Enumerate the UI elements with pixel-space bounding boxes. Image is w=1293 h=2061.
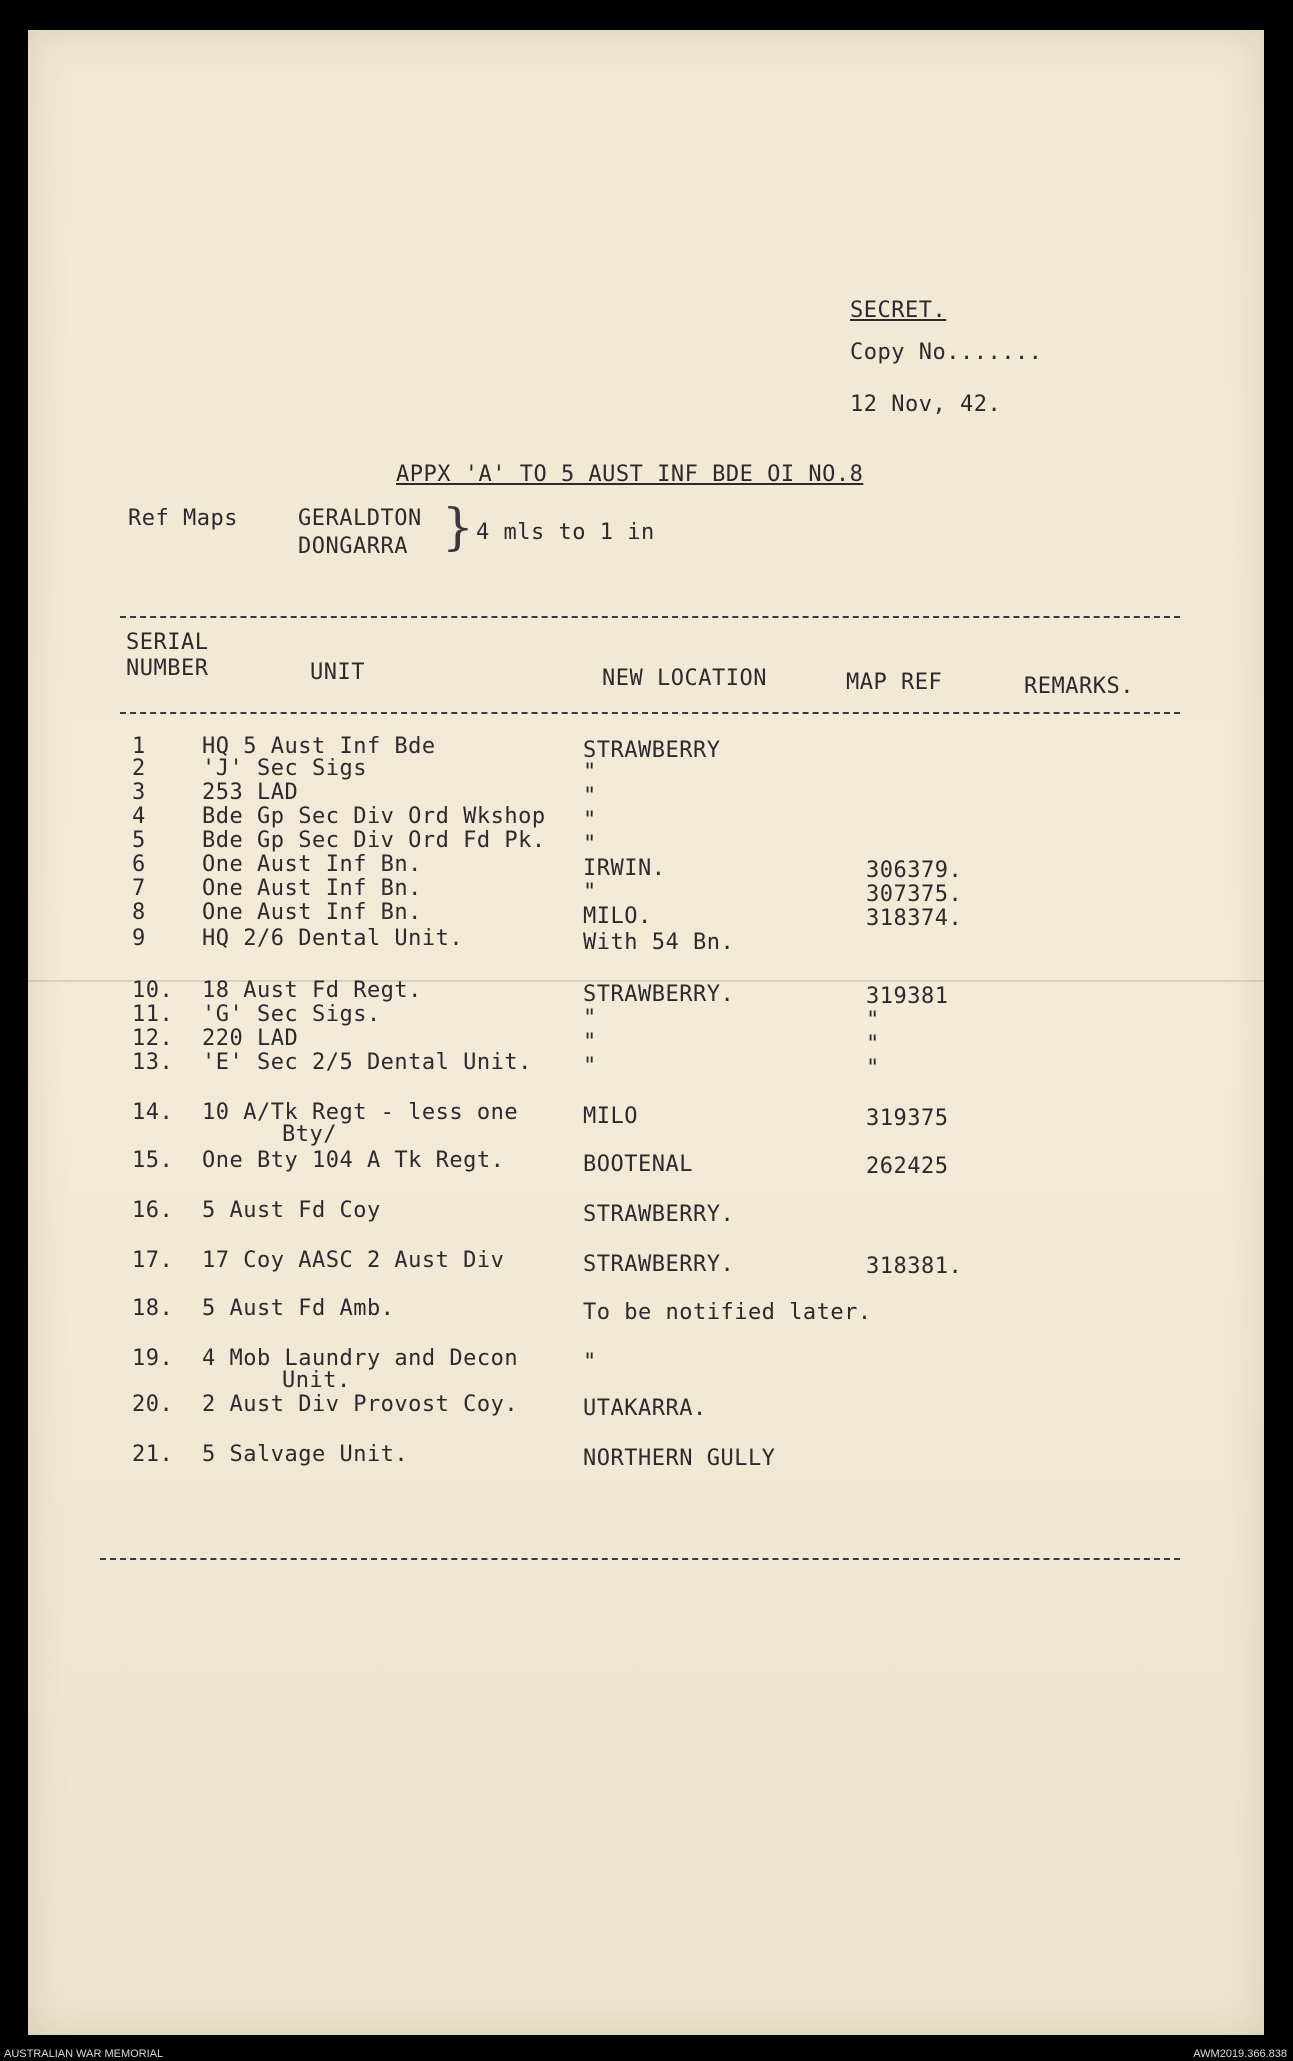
new-location: MILO.	[583, 904, 652, 929]
new-location: "	[583, 784, 597, 809]
new-location: To be notified later.	[583, 1300, 872, 1325]
document-title: APPX 'A' TO 5 AUST INF BDE OI NO.8	[396, 462, 864, 487]
map-ref: 262425	[866, 1154, 949, 1179]
serial-number: 11.	[132, 1002, 174, 1027]
unit-name: One Aust Inf Bn.	[202, 852, 422, 877]
serial-number: 3	[132, 780, 146, 805]
serial-number: 21.	[132, 1442, 174, 1467]
serial-number: 17.	[132, 1248, 174, 1273]
unit-name: HQ 5 Aust Inf Bde	[202, 734, 436, 759]
new-location: "	[583, 880, 597, 905]
serial-number: 6	[132, 852, 146, 877]
map-ref: "	[866, 1056, 880, 1081]
new-location: "	[583, 832, 597, 857]
serial-number: 1	[132, 734, 146, 759]
unit-name: 5 Salvage Unit.	[202, 1442, 409, 1467]
document-date: 12 Nov, 42.	[850, 392, 1002, 417]
serial-number: 2	[132, 756, 146, 781]
footer-left: AUSTRALIAN WAR MEMORIAL	[4, 2048, 164, 2060]
unit-name: 'J' Sec Sigs	[202, 756, 367, 781]
serial-number: 20.	[132, 1392, 174, 1417]
brace-glyph: }	[442, 498, 474, 556]
map-ref: "	[866, 1008, 880, 1033]
serial-number: 7	[132, 876, 146, 901]
serial-number: 9	[132, 926, 146, 951]
new-location: "	[583, 1054, 597, 1079]
serial-number: 8	[132, 900, 146, 925]
serial-number: 13.	[132, 1050, 174, 1075]
ref-maps-label: Ref Maps	[128, 506, 238, 531]
serial-number: 4	[132, 804, 146, 829]
col-serial-l2: NUMBER	[126, 656, 209, 681]
map-ref: 319381	[866, 984, 949, 1009]
unit-name: One Aust Inf Bn.	[202, 900, 422, 925]
serial-number: 12.	[132, 1026, 174, 1051]
new-location: "	[583, 1006, 597, 1031]
unit-name: 2 Aust Div Provost Coy.	[202, 1392, 519, 1417]
new-location: With 54 Bn.	[583, 930, 735, 955]
ref-map-2: DONGARRA	[298, 534, 408, 559]
header-rule-top	[120, 616, 1180, 618]
unit-name: 10 A/Tk Regt - less one	[202, 1100, 519, 1125]
serial-number: 18.	[132, 1296, 174, 1321]
new-location: UTAKARRA.	[583, 1396, 707, 1421]
new-location: "	[583, 808, 597, 833]
serial-number: 5	[132, 828, 146, 853]
map-ref: "	[866, 1032, 880, 1057]
new-location: "	[583, 1350, 597, 1375]
serial-number: 16.	[132, 1198, 174, 1223]
unit-name-cont: Unit.	[282, 1368, 351, 1393]
unit-name: Bde Gp Sec Div Ord Wkshop	[202, 804, 546, 829]
col-unit: UNIT	[310, 660, 365, 685]
unit-name-cont: Bty/	[282, 1122, 337, 1147]
col-mapref: MAP REF	[846, 670, 943, 695]
col-remarks: REMARKS.	[1024, 674, 1134, 699]
unit-name: 5 Aust Fd Amb.	[202, 1296, 395, 1321]
unit-name: 18 Aust Fd Regt.	[202, 978, 422, 1003]
classification: SECRET.	[850, 298, 947, 323]
map-ref: 318374.	[866, 906, 963, 931]
new-location: "	[583, 1030, 597, 1055]
unit-name: 253 LAD	[202, 780, 299, 805]
map-ref: 306379.	[866, 858, 963, 883]
new-location: BOOTENAL	[583, 1152, 693, 1177]
col-location: NEW LOCATION	[602, 666, 767, 691]
map-ref: 318381.	[866, 1254, 963, 1279]
map-ref: 319375	[866, 1106, 949, 1131]
new-location: NORTHERN GULLY	[583, 1446, 776, 1471]
serial-number: 15.	[132, 1148, 174, 1173]
new-location: STRAWBERRY.	[583, 982, 735, 1007]
unit-name: 17 Coy AASC 2 Aust Div	[202, 1248, 505, 1273]
serial-number: 10.	[132, 978, 174, 1003]
copy-number: Copy No.......	[850, 340, 1043, 365]
unit-name: 'E' Sec 2/5 Dental Unit.	[202, 1050, 532, 1075]
footer-right: AWM2019.366.838	[1193, 2048, 1287, 2060]
col-serial-l1: SERIAL	[126, 630, 209, 655]
new-location: STRAWBERRY.	[583, 1252, 735, 1277]
unit-name: HQ 2/6 Dental Unit.	[202, 926, 464, 951]
header-rule-bottom	[120, 712, 1180, 714]
new-location: STRAWBERRY	[583, 738, 721, 763]
unit-name: 'G' Sec Sigs.	[202, 1002, 381, 1027]
new-location: MILO	[583, 1104, 638, 1129]
table-rule-end	[100, 1558, 1180, 1560]
ref-map-1: GERALDTON	[298, 506, 422, 531]
unit-name: 5 Aust Fd Coy	[202, 1198, 381, 1223]
map-ref: 307375.	[866, 882, 963, 907]
unit-name: 4 Mob Laundry and Decon	[202, 1346, 519, 1371]
ref-map-scale: 4 mls to 1 in	[476, 520, 655, 545]
unit-name: One Aust Inf Bn.	[202, 876, 422, 901]
unit-name: Bde Gp Sec Div Ord Fd Pk.	[202, 828, 546, 853]
new-location: "	[583, 760, 597, 785]
document-page	[28, 30, 1264, 2035]
unit-name: 220 LAD	[202, 1026, 299, 1051]
serial-number: 14.	[132, 1100, 174, 1125]
serial-number: 19.	[132, 1346, 174, 1371]
new-location: IRWIN.	[583, 856, 666, 881]
unit-name: One Bty 104 A Tk Regt.	[202, 1148, 505, 1173]
new-location: STRAWBERRY.	[583, 1202, 735, 1227]
